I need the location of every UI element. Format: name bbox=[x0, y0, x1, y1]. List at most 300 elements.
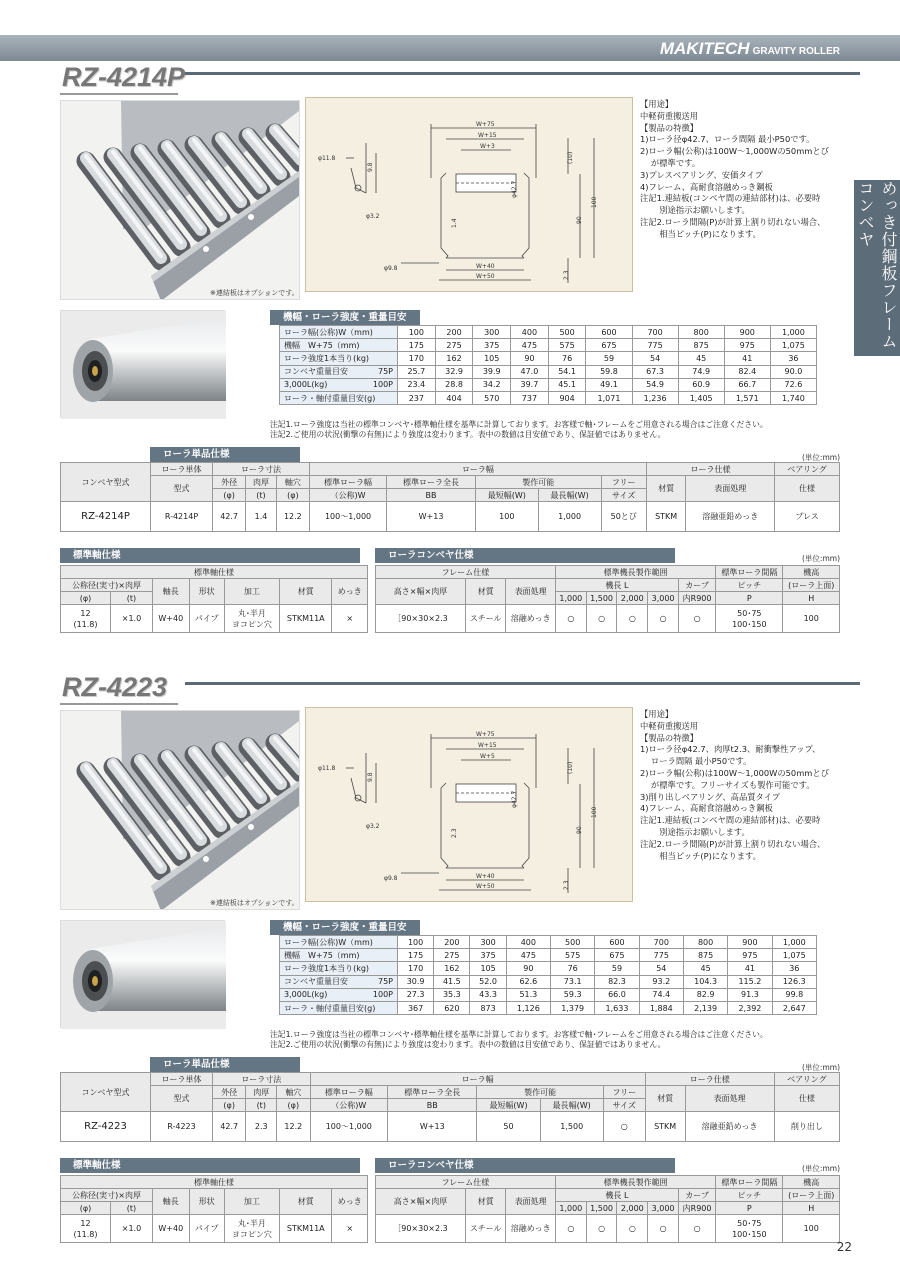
roller-caption: ローラ単品仕様 bbox=[150, 1057, 300, 1072]
feature-line: 【用途】 bbox=[640, 99, 674, 109]
header-cell: (φ) bbox=[277, 1099, 310, 1112]
table-cell: 900 bbox=[728, 936, 772, 949]
table-cell: 2,392 bbox=[728, 1001, 772, 1014]
table-cell: ○ bbox=[586, 1215, 617, 1243]
header-cell: (φ) bbox=[213, 1099, 246, 1112]
dim-h90: 90 bbox=[576, 826, 583, 834]
table-cell: 375 bbox=[470, 949, 506, 962]
strength-table bbox=[279, 325, 817, 405]
table-cell: 76 bbox=[551, 962, 595, 975]
header-cell: 公称径(実寸)×肉厚 bbox=[61, 1189, 153, 1202]
table-cell: ○ bbox=[586, 605, 617, 633]
table-cell: ［90×30×2.3 bbox=[376, 605, 466, 633]
table-cell: ○ bbox=[617, 1215, 648, 1243]
table-cell: RZ-4223 bbox=[61, 1112, 151, 1142]
table-cell: 1,000 bbox=[770, 326, 816, 339]
header-cell: めっき bbox=[332, 1189, 368, 1215]
header-cell: 公称径(実寸)×肉厚 bbox=[61, 579, 153, 592]
table-cell: 1,405 bbox=[678, 391, 724, 404]
header-cell: 表面処理 bbox=[506, 579, 556, 605]
table-cell: ○ bbox=[617, 605, 648, 633]
dim-w15: W+15 bbox=[478, 132, 497, 139]
header-cell: 仕様 bbox=[775, 476, 840, 502]
header-cell: 肉厚 bbox=[246, 1086, 277, 1099]
shaft-caption: 標準軸仕様 bbox=[60, 1158, 360, 1173]
shaft-spec-table bbox=[60, 565, 368, 633]
table-cell: ヨコピン穴 bbox=[231, 619, 272, 629]
table-cell: 1,884 bbox=[639, 1001, 683, 1014]
title-rule bbox=[185, 682, 860, 685]
header-cell: 材質 bbox=[280, 1189, 332, 1215]
header-cell: 1,000 bbox=[555, 1202, 586, 1215]
model-title: RZ-4223 bbox=[62, 672, 168, 702]
table-cell: 170 bbox=[398, 352, 436, 365]
feature-line: 【用途】 bbox=[640, 709, 674, 719]
feature-line: 1)ローラ径φ42.7、ローラ間隔 最小P50です。 bbox=[640, 134, 815, 145]
table-cell: 600 bbox=[586, 326, 632, 339]
table-cell: ○ bbox=[555, 605, 586, 633]
table-cell: 900 bbox=[724, 326, 770, 339]
header-cell: 外径 bbox=[213, 476, 246, 489]
table-cell: 675 bbox=[595, 949, 639, 962]
feature-line: が標準です。フリーサイズも製作可能です。 bbox=[640, 779, 815, 790]
header-cell: ローラ単体 bbox=[151, 463, 213, 476]
table-cell: 300 bbox=[470, 936, 506, 949]
table-cell: 1,633 bbox=[595, 1001, 639, 1014]
header-cell: BB bbox=[388, 1099, 477, 1112]
row-label: ローラ・軸付重量目安(g) bbox=[280, 391, 398, 404]
header-cell: (t) bbox=[110, 592, 152, 605]
table-cell: 875 bbox=[678, 339, 724, 352]
header-cell: 型式 bbox=[151, 1086, 213, 1112]
header-cell: 材質 bbox=[280, 579, 332, 605]
table-cell: 1,126 bbox=[506, 1001, 550, 1014]
table-cell: 99.8 bbox=[772, 988, 816, 1001]
header-cell: フリー bbox=[603, 1086, 645, 1099]
header-cell: H bbox=[783, 592, 840, 605]
header-cell: BB bbox=[387, 489, 476, 502]
table-cell: 42.7 bbox=[213, 1112, 246, 1142]
header-cell: 2,000 bbox=[617, 1202, 648, 1215]
header-cell: 標準機長製作範囲 bbox=[555, 566, 715, 579]
table-row bbox=[280, 365, 817, 378]
header-cell: サイズ bbox=[601, 489, 646, 502]
feature-line: 注記1.連結板(コンベヤ間の連結部材)は、必要時 bbox=[640, 815, 821, 826]
table-cell: 575 bbox=[548, 339, 586, 352]
header-cell: 軸長 bbox=[153, 579, 190, 605]
table-cell: 削り出し bbox=[774, 1112, 839, 1142]
table-row bbox=[280, 1001, 817, 1014]
table-cell: 54 bbox=[632, 352, 678, 365]
dim-d32: φ3.2 bbox=[366, 213, 380, 220]
table-cell: 1,500 bbox=[540, 1112, 603, 1142]
table-cell: 90 bbox=[506, 962, 550, 975]
header-cell: 標準機長製作範囲 bbox=[555, 1176, 715, 1189]
table-cell: 105 bbox=[473, 352, 511, 365]
header-cell: (t) bbox=[246, 489, 277, 502]
table-cell: 570 bbox=[473, 391, 511, 404]
conveyor-caption: ローラコンベヤ仕様 bbox=[375, 1158, 675, 1173]
dim-w50: W+50 bbox=[476, 273, 495, 280]
table-cell: 1,740 bbox=[770, 391, 816, 404]
unit-label: (単位:mm) bbox=[802, 453, 840, 462]
table-cell: 50･75 bbox=[737, 1218, 762, 1228]
conveyor-photo bbox=[60, 100, 300, 300]
page-number: 22 bbox=[836, 1240, 852, 1254]
header-cell: 表面処理 bbox=[506, 1189, 556, 1215]
table-cell: 800 bbox=[683, 936, 727, 949]
table-cell: 104.3 bbox=[683, 975, 727, 988]
unit-label: (単位:mm) bbox=[802, 554, 840, 563]
cross-section-drawing bbox=[306, 98, 634, 293]
table-cell: ×1.0 bbox=[110, 1215, 152, 1243]
header-cell: 仕様 bbox=[774, 1086, 839, 1112]
dim-w75: W+75 bbox=[476, 731, 495, 738]
table-cell: 162 bbox=[435, 352, 473, 365]
footnote: 注記1.ローラ強度は当社の標準コンベヤ･標準軸仕様を基準に計算しております。お客様で軸･フレームをご用意される場合はご注意ください。 注記2.ご使用の状況(衝撃の有無)により強度は変わります。表中の数値は目安値であり、保証値ではありません。 bbox=[270, 1030, 768, 1049]
unit-label: (単位:mm) bbox=[802, 1164, 840, 1173]
table-cell: 1,071 bbox=[586, 391, 632, 404]
table-cell: 275 bbox=[435, 339, 473, 352]
header-cell: 機高 bbox=[783, 1176, 840, 1189]
table-cell: 50とび bbox=[601, 502, 646, 532]
table-cell: 175 bbox=[398, 949, 434, 962]
table-cell: 1,236 bbox=[632, 391, 678, 404]
strength-caption: 機幅・ローラ強度・重量目安 bbox=[270, 920, 420, 935]
cross-section-drawing bbox=[306, 708, 634, 903]
table-cell: 36 bbox=[770, 352, 816, 365]
roller-spec-table bbox=[60, 462, 840, 532]
table-cell: STKM bbox=[645, 1112, 685, 1142]
header-cell: 肉厚 bbox=[246, 476, 277, 489]
table-cell: 50 bbox=[477, 1112, 540, 1142]
row-label-p100: 100P bbox=[358, 378, 398, 391]
table-cell: 700 bbox=[639, 936, 683, 949]
header-cell: （公称)W bbox=[309, 489, 386, 502]
header-cell: 内R900 bbox=[678, 1202, 715, 1215]
feature-line: 注記2.ローラ間隔(P)が計算上割り切れない場合、 bbox=[640, 838, 826, 849]
row-label-p75: 75P bbox=[358, 365, 398, 378]
strength-caption: 機幅・ローラ強度・重量目安 bbox=[270, 310, 420, 325]
table-cell: 1,000 bbox=[772, 936, 816, 949]
table-cell: 700 bbox=[632, 326, 678, 339]
table-cell: STKM bbox=[646, 502, 685, 532]
brand-logo: MAKITECH GRAVITY ROLLER bbox=[659, 39, 840, 58]
drawing-panel bbox=[305, 707, 633, 902]
feature-line: 2)ローラ幅(公称)は100W～1,000Wの50mmとび bbox=[640, 767, 829, 778]
table-cell: STKM11A bbox=[280, 1215, 332, 1243]
feature-line: 中軽荷重搬送用 bbox=[640, 720, 699, 731]
table-cell: 2,647 bbox=[772, 1001, 816, 1014]
header-cell: 型式 bbox=[151, 476, 213, 502]
table-row bbox=[280, 949, 817, 962]
table-cell: 100 bbox=[398, 936, 434, 949]
table-row bbox=[280, 988, 817, 1001]
table-cell: 200 bbox=[434, 936, 470, 949]
table-cell: 100･150 bbox=[732, 1229, 767, 1239]
table-cell: ○ bbox=[648, 605, 679, 633]
header-cell: 材質 bbox=[645, 1086, 685, 1112]
table-cell: 126.3 bbox=[772, 975, 816, 988]
table-cell: 91.3 bbox=[728, 988, 772, 1001]
row-label: ローラ強度1本当り(kg) bbox=[280, 962, 398, 975]
table-row bbox=[280, 326, 817, 339]
table-cell: 300 bbox=[473, 326, 511, 339]
dim-h98: 9.8 bbox=[367, 162, 374, 172]
header-cell: P bbox=[716, 592, 783, 605]
header-cell: 3,000 bbox=[648, 1202, 679, 1215]
roller-photo bbox=[60, 310, 225, 418]
table-cell: 115.2 bbox=[728, 975, 772, 988]
table-cell: 12 bbox=[80, 608, 91, 618]
header-cell: 機長 L bbox=[555, 1189, 678, 1202]
header-cell: 標準ローラ幅 bbox=[310, 1086, 388, 1099]
dim-d98: φ9.8 bbox=[384, 875, 398, 882]
dim-h10: (10) bbox=[567, 151, 574, 164]
table-cell: 32.9 bbox=[435, 365, 473, 378]
header-cell: H bbox=[783, 1202, 840, 1215]
dim-w50: W+50 bbox=[476, 883, 495, 890]
header-cell: フリー bbox=[601, 476, 646, 489]
table-cell: (11.8) bbox=[73, 1229, 98, 1239]
header-cell: フレーム仕様 bbox=[376, 1176, 556, 1189]
table-cell: 41.5 bbox=[434, 975, 470, 988]
header-cell: 最短幅(W) bbox=[475, 489, 538, 502]
feature-line: 3)プレスベアリング、安価タイプ bbox=[640, 169, 763, 180]
table-cell: 59.8 bbox=[586, 365, 632, 378]
table-cell: 175 bbox=[398, 339, 436, 352]
header-cell: 機高 bbox=[783, 566, 840, 579]
table-cell: 100 bbox=[398, 326, 436, 339]
table-cell: RZ-4214P bbox=[61, 502, 151, 532]
table-cell: 丸･半月 bbox=[237, 608, 266, 618]
table-cell: 72.6 bbox=[770, 378, 816, 391]
table-row bbox=[280, 975, 817, 988]
table-cell: 73.1 bbox=[551, 975, 595, 988]
dim-h100: 100 bbox=[591, 806, 598, 818]
table-cell: 737 bbox=[511, 391, 549, 404]
conveyor-caption: ローラコンベヤ仕様 bbox=[375, 548, 675, 563]
table-cell: パイプ bbox=[189, 605, 224, 633]
table-cell: 2.3 bbox=[246, 1112, 277, 1142]
header-cell: 製作可能 bbox=[477, 1086, 603, 1099]
dim-d118: φ11.8 bbox=[318, 155, 336, 162]
header-cell: めっき bbox=[332, 579, 368, 605]
header-cell: 標準ローラ幅 bbox=[309, 476, 386, 489]
header-cell: 材質 bbox=[466, 579, 506, 605]
conveyor-photo bbox=[60, 710, 300, 910]
table-cell: 12.2 bbox=[277, 1112, 310, 1142]
table-cell: 39.9 bbox=[473, 365, 511, 378]
table-cell: 1,000 bbox=[538, 502, 601, 532]
table-row bbox=[280, 962, 817, 975]
header-cell: 加工 bbox=[224, 579, 279, 605]
table-cell: 904 bbox=[548, 391, 586, 404]
header-cell: サイズ bbox=[603, 1099, 645, 1112]
table-cell: 52.0 bbox=[470, 975, 506, 988]
table-cell: 100 bbox=[475, 502, 538, 532]
dim-d427: φ42.7 bbox=[511, 180, 518, 198]
table-cell: 28.8 bbox=[435, 378, 473, 391]
dim-t14: 2.3 bbox=[451, 828, 458, 838]
row-label: 機幅 W+75（mm) bbox=[280, 949, 398, 962]
table-cell: 45.1 bbox=[548, 378, 586, 391]
table-cell: 41 bbox=[724, 352, 770, 365]
table-cell: パイプ bbox=[189, 1215, 224, 1243]
table-cell: × bbox=[332, 1215, 368, 1243]
table-cell: × bbox=[332, 605, 368, 633]
conveyor-spec-table bbox=[375, 1175, 840, 1243]
table-cell: 105 bbox=[470, 962, 506, 975]
table-row bbox=[280, 391, 817, 404]
table-cell: 575 bbox=[551, 949, 595, 962]
title-rule bbox=[185, 72, 860, 75]
header-cell: (t) bbox=[246, 1099, 277, 1112]
header-cell: 材質 bbox=[646, 476, 685, 502]
table-cell: 873 bbox=[470, 1001, 506, 1014]
feature-line: 別途指示お願いします。 bbox=[640, 205, 750, 216]
row-label: ローラ強度1本当り(kg) bbox=[280, 352, 398, 365]
table-cell: 367 bbox=[398, 1001, 434, 1014]
table-cell: 60.9 bbox=[678, 378, 724, 391]
dim-t14: 1.4 bbox=[451, 218, 458, 228]
table-cell: 51.3 bbox=[506, 988, 550, 1001]
table-cell: ○ bbox=[648, 1215, 679, 1243]
table-cell: 36 bbox=[772, 962, 816, 975]
row-label: ローラ幅(公称)W（mm) bbox=[280, 936, 398, 949]
header-cell: ローラ単体 bbox=[151, 1073, 213, 1086]
header-bar bbox=[0, 35, 900, 61]
dim-d32: φ3.2 bbox=[366, 823, 380, 830]
shaft-spec-table bbox=[60, 1175, 368, 1243]
feature-line: 2)ローラ幅(公称)は100W～1,000Wの50mmとび bbox=[640, 146, 829, 157]
features-text bbox=[640, 709, 829, 862]
table-cell: 67.3 bbox=[632, 365, 678, 378]
table-cell: W+40 bbox=[153, 605, 190, 633]
table-cell: 25.7 bbox=[398, 365, 436, 378]
feature-line: 4)フレーム、高耐食溶融めっき鋼板 bbox=[640, 181, 773, 192]
table-cell: 30.9 bbox=[398, 975, 434, 988]
table-cell: 82.3 bbox=[595, 975, 639, 988]
table-cell: 100～1,000 bbox=[309, 502, 386, 532]
table-row bbox=[280, 936, 817, 949]
header-cell: (φ) bbox=[276, 489, 309, 502]
row-label: 機幅 W+75（mm) bbox=[280, 339, 398, 352]
drawing-panel bbox=[305, 97, 633, 292]
table-cell: 237 bbox=[398, 391, 436, 404]
row-label: 3,000L(kg) bbox=[280, 378, 358, 391]
header-cell: 標準軸仕様 bbox=[61, 1176, 368, 1189]
table-cell: プレス bbox=[775, 502, 840, 532]
header-cell: 高さ×幅×肉厚 bbox=[376, 579, 466, 605]
header-cell: 軸穴 bbox=[276, 476, 309, 489]
table-cell: 23.4 bbox=[398, 378, 436, 391]
row-label: コンベヤ重量目安 bbox=[280, 975, 358, 988]
table-cell: 43.3 bbox=[470, 988, 506, 1001]
header-cell: ローラ幅 bbox=[310, 1073, 645, 1086]
table-cell: 34.2 bbox=[473, 378, 511, 391]
header-cell: ローラ仕様 bbox=[645, 1073, 774, 1086]
table-cell: 59.3 bbox=[551, 988, 595, 1001]
header-cell: 表面処理 bbox=[686, 476, 775, 502]
table-cell: W+40 bbox=[153, 1215, 190, 1243]
dim-d98: φ9.8 bbox=[384, 265, 398, 272]
header-cell: 製作可能 bbox=[475, 476, 601, 489]
header-cell: 材質 bbox=[466, 1189, 506, 1215]
option-note: ※連結板はオプションです。 bbox=[210, 289, 299, 297]
header-cell: ローラ寸法 bbox=[213, 463, 310, 476]
table-cell: スチール bbox=[466, 1215, 506, 1243]
dim-h100: 100 bbox=[591, 196, 598, 208]
dim-w3: W+5 bbox=[480, 753, 495, 760]
table-cell: 375 bbox=[473, 339, 511, 352]
feature-line: 3)削り出しベアリング、高品質タイプ bbox=[640, 791, 781, 802]
conveyor-photo-illustration bbox=[61, 101, 299, 300]
roller-caption: ローラ単品仕様 bbox=[150, 447, 300, 462]
feature-line: ローラ間隔 最小P50です。 bbox=[640, 756, 752, 767]
header-cell: 標準軸仕様 bbox=[61, 566, 368, 579]
title-underline bbox=[60, 703, 178, 705]
table-cell: 1,075 bbox=[772, 949, 816, 962]
table-cell: 74.9 bbox=[678, 365, 724, 378]
feature-line: 1)ローラ径φ42.7、肉厚t2.3、耐衝撃性アップ、 bbox=[640, 744, 821, 755]
header-cell: ベアリング bbox=[774, 1073, 839, 1086]
header-cell: (ローラ上面) bbox=[783, 579, 840, 592]
header-cell: (φ) bbox=[61, 592, 111, 605]
table-cell: 溶融亜鉛めっき bbox=[686, 502, 775, 532]
table-cell: ○ bbox=[555, 1215, 586, 1243]
table-cell: 59 bbox=[595, 962, 639, 975]
table-cell: 50･75 bbox=[737, 608, 762, 618]
roller-photo bbox=[60, 920, 225, 1028]
row-label: ローラ幅(公称)W（mm) bbox=[280, 326, 398, 339]
table-cell: 475 bbox=[511, 339, 549, 352]
table-cell: 275 bbox=[434, 949, 470, 962]
header-cell: 加工 bbox=[224, 1189, 279, 1215]
header-cell: （公称)W bbox=[310, 1099, 388, 1112]
table-cell: 82.4 bbox=[724, 365, 770, 378]
header-cell: 1,000 bbox=[555, 592, 586, 605]
table-cell: 66.0 bbox=[595, 988, 639, 1001]
table-cell: 200 bbox=[435, 326, 473, 339]
feature-line: 注記1.連結板(コンベヤ間の連結部材)は、必要時 bbox=[640, 193, 821, 204]
table-cell: 1,571 bbox=[724, 391, 770, 404]
dim-h10: (10) bbox=[567, 761, 574, 774]
table-cell: W+13 bbox=[387, 502, 476, 532]
table-cell: 162 bbox=[434, 962, 470, 975]
header-cell: 1,500 bbox=[586, 592, 617, 605]
header-cell: ローラ仕様 bbox=[646, 463, 774, 476]
row-label-p75: 75P bbox=[358, 975, 398, 988]
header-cell: 最長幅(W) bbox=[538, 489, 601, 502]
header-cell: 2,000 bbox=[617, 592, 648, 605]
table-cell: 2,139 bbox=[683, 1001, 727, 1014]
table-row bbox=[280, 352, 817, 365]
header-cell: ローラ幅 bbox=[309, 463, 646, 476]
table-cell: 54 bbox=[639, 962, 683, 975]
table-cell: 59 bbox=[586, 352, 632, 365]
table-cell: 49.1 bbox=[586, 378, 632, 391]
header-cell: ピッチ bbox=[716, 1189, 783, 1202]
table-cell: 82.9 bbox=[683, 988, 727, 1001]
table-row bbox=[280, 339, 817, 352]
table-cell: 620 bbox=[434, 1001, 470, 1014]
table-cell: ○ bbox=[678, 1215, 715, 1243]
header-cell: ローラ寸法 bbox=[213, 1073, 311, 1086]
dim-w40: W+40 bbox=[476, 873, 495, 880]
header-cell: 1,500 bbox=[586, 1202, 617, 1215]
table-cell: 76 bbox=[548, 352, 586, 365]
